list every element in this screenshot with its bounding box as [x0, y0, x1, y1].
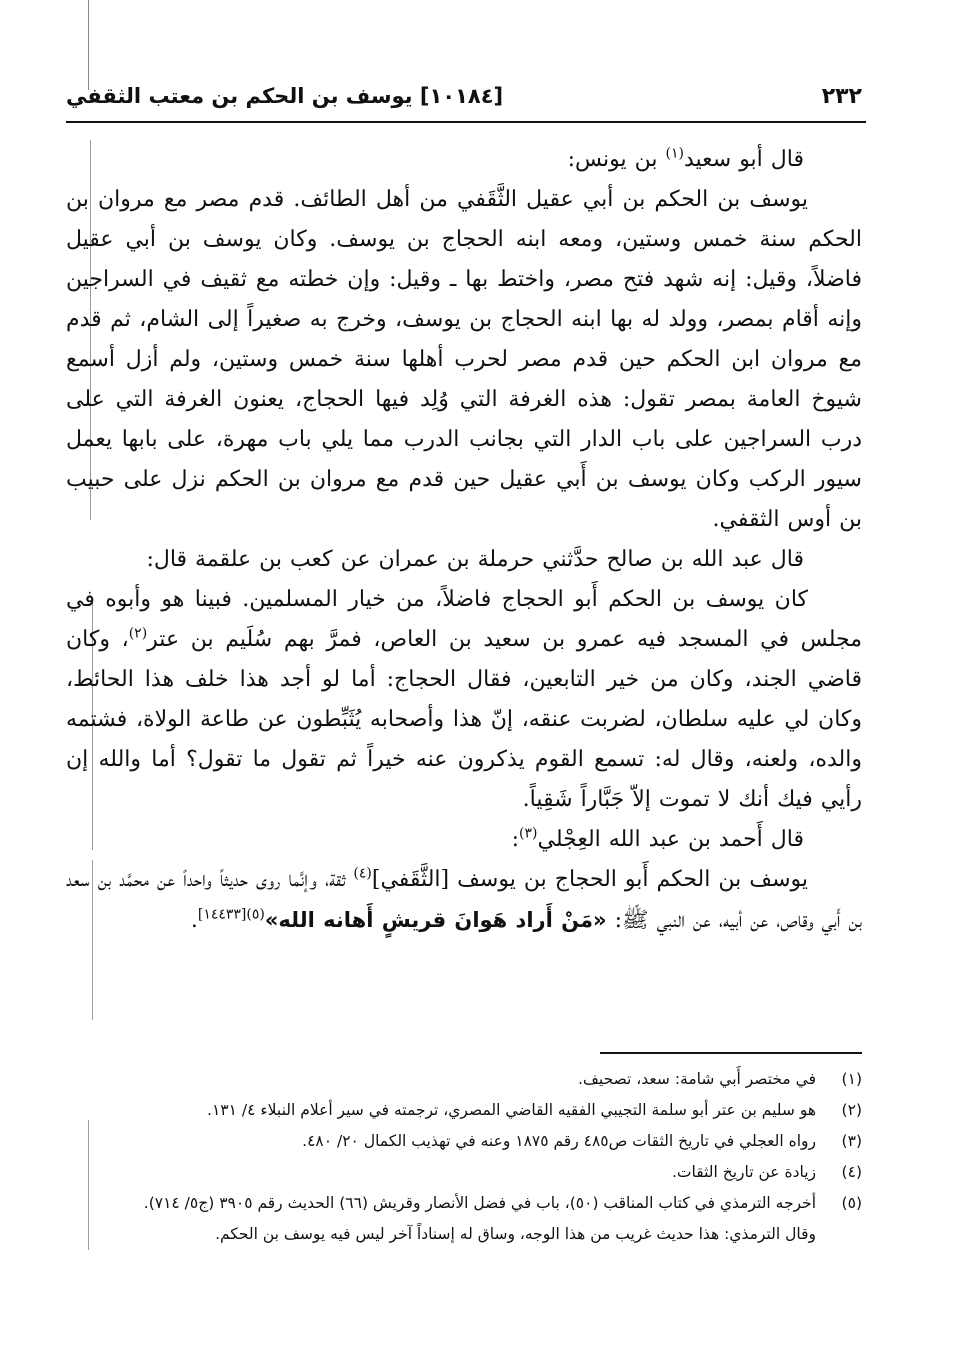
paragraph-hadith: يوسف بن الحكم أَبو الحجاج بن يوسف [الثَّقَفي]$^{(٤)}$ ثقة، وإنَّما روى حديثاً واحداً عن محمَّد بن سعد بن أَبي وقاص، عن أبيه، عن النبي ﷺ: «مَنْ أَراد هَوانَ قريشٍ أَهانه الله»$^{(٥)[١٤٤٣٣]}$. [66, 865, 862, 933]
footnote-ref-1: (١) [665, 145, 684, 162]
header-rule [66, 121, 866, 123]
intro-line-ijli: قال أَحمد بن عبد الله العِجْلي$^{(٣)}$: [511, 825, 804, 852]
cross-reference: [١٤٤٣٣] [197, 906, 247, 923]
footnote-ref-2: (٢) [128, 625, 148, 642]
footnote-text: هو سليم بن عتر أبو سلمة التجيبي الفقيه القاضي المصري، ترجمته في سير أعلام النبلاء ٤/ ١٣١. [207, 1101, 816, 1119]
paragraph-biography: يوسف بن الحكم بن أبي عقيل الثَّقَفي من أهل الطائف. قدم مصر مع مروان بن الحكم سنة خمس وستين، ومعه ابنه الحجاج بن يوسف. وكان يوسف بن أبي عقيل فاضلاً، وقيل: إنه شهد فتح مصر، واختط بها ـ وقيل: وإن خطته مع ثقيف في السراجين وإنه أقام بمصر، وولد له بها ابنه الحجاج بن يوسف، وخرج به صغيراً إلى الشام، ثم قدم مع مروان ابن الحكم حين قدم مصر لحرب أهلها سنة خمس وستين، ولم أزل أسمع شيوخ العامة بمصر تقول: هذه الغرفة التي وُلِد فيها الحجاج، يعنون الغرفة التي على درب السراجين على باب الدار التي بجانب الدرب مما يلي باب مهرة، على بابها يعمل سيور الركب وكان يوسف بن أَبي عقيل حين قدم مع مروان بن الحكم نزل على حبيب بن أوس الثقفي. [66, 187, 862, 532]
footnote-item [66, 1188, 862, 1219]
main-text [66, 140, 862, 941]
footnotes [66, 1064, 862, 1250]
intro-line-abdullah: قال عبد الله بن صالح حدَّثني حرملة بن عمران عن كعب بن علقمة قال: [146, 547, 804, 572]
hadith-quote: «مَنْ أَراد هَوانَ قريشٍ أَهانه الله» [264, 908, 607, 932]
footnote-text: زيادة عن تاريخ الثقات. [671, 1163, 816, 1181]
page-number: ٢٣٢ [821, 84, 862, 109]
footnote-item [66, 1126, 862, 1157]
footnote-item [66, 1157, 862, 1188]
footnote-ref-4: (٤) [353, 865, 372, 882]
page-header [66, 80, 866, 120]
footnote-rule [600, 1052, 862, 1054]
footnote-continuation: وقال الترمذي: هذا حديث غريب من هذا الوجه، وساق له إسناداً آخر ليس فيه يوسف بن الحكم. [215, 1225, 816, 1243]
footnote-number: (١) [841, 1070, 862, 1088]
footnote-text: في مختصر أَبي شامة: سعد، تصحيف. [577, 1070, 816, 1088]
footnote-number: (٢) [841, 1101, 862, 1119]
footnote-ref-5: (٥) [246, 906, 265, 923]
footnote-item [66, 1064, 862, 1095]
footnote-text: رواه العجلي في تاريخ الثقات ص٤٨٥ رقم ١٨٧٥ وعنه في تهذيب الكمال ٢٠/ ٤٨٠. [302, 1132, 816, 1150]
intro-line-abu-said: قال أبو سعيد$^{(١)}$ بن يونس: [567, 145, 804, 172]
running-title: [١٠١٨٤] يوسف بن الحكم بن معتب الثقفي [66, 84, 504, 108]
footnote-ref-3: (٣) [519, 825, 538, 842]
footnote-number: (٣) [841, 1132, 862, 1150]
footnote-text: أخرجه الترمذي في كتاب المناقب (٥٠)، باب في فضل الأنصار وقريش (٦٦) الحديث رقم ٣٩٠٥ (ج٥/ ٧١٤). [143, 1194, 816, 1212]
footnote-item [66, 1095, 862, 1126]
scan-artifact-line [88, 0, 89, 90]
paragraph-anecdote: كان يوسف بن الحكم أَبو الحجاج فاضلاً، من خيار المسلمين. فبينا هو وأبوه في مجلس في المسجد فيه عمرو بن سعيد بن العاص، فمرَّ بهم سُلَيم بن عتر$^{(٢)}$، وكان قاضي الجند، وكان من خير التابعين، فقال الحجاج: أما لو أجد هذا خلف هذا الحائط، وكان لي عليه سلطان، لضربت عنقه، إنّ هذا وأصحابه يُثَبِّطون عن طاعة الولاة، فشتمه والده، ولعنه، وقال له: تسمع القوم يذكرون عنه خيراً ثم تقول ما تقول؟ أما والله إن رأيي فيك أنك لا تموت إلاّ جَبَّاراً شَقِياً. [66, 587, 862, 812]
footnote-number: (٤) [841, 1163, 862, 1181]
footnote-number: (٥) [841, 1194, 862, 1212]
